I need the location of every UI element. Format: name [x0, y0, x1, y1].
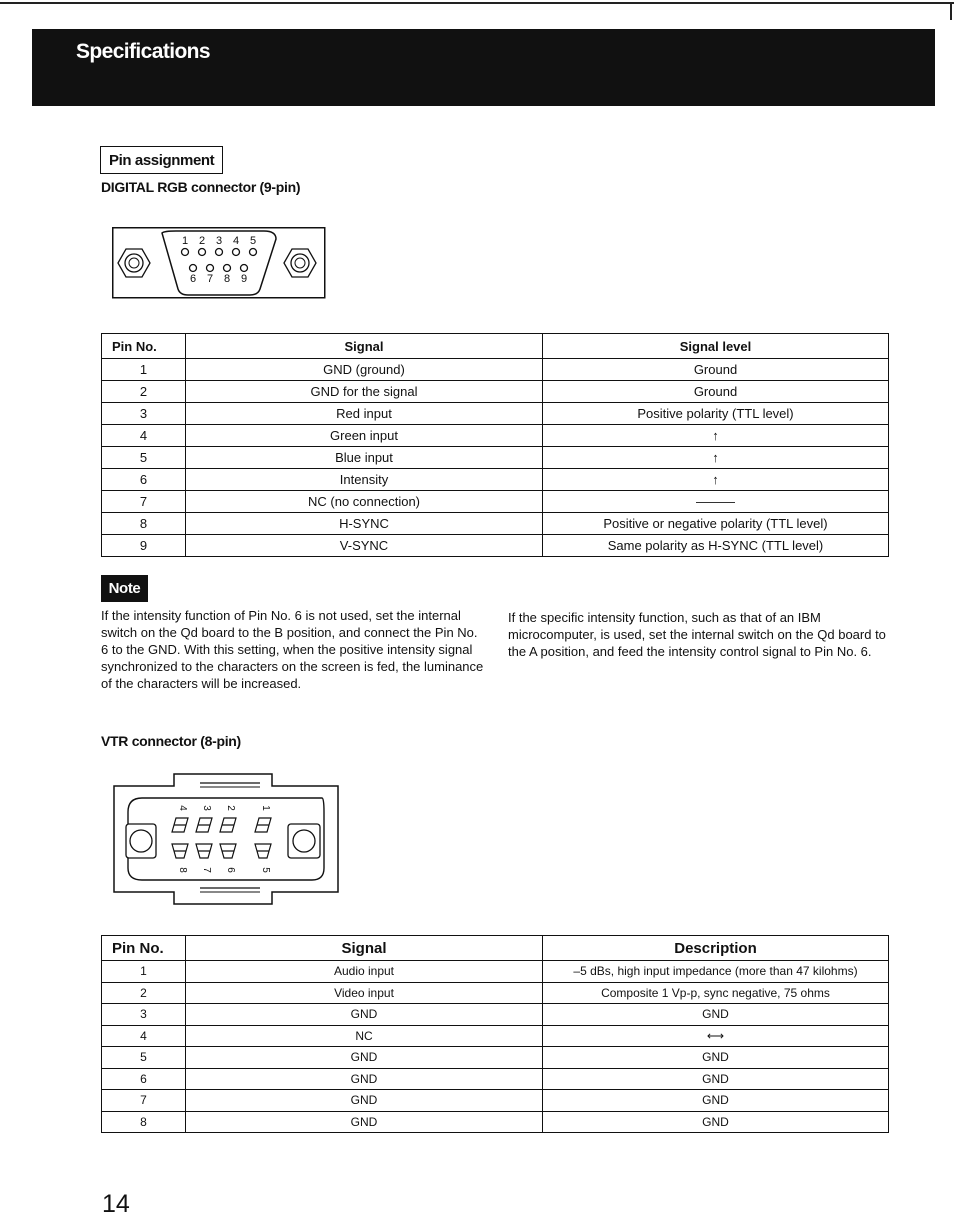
note-text-right: If the specific intensity function, such as that of an IBM microcomputer, is used, set the internal switch on the Qd board to the A position, and feed the intensity control signal to Pin No. 6. [508, 610, 886, 659]
pin-socket [241, 265, 248, 272]
left-mount-icon [126, 824, 156, 858]
col-pin-no: Pin No. [102, 936, 186, 961]
digital-rgb-heading: DIGITAL RGB connector (9-pin) [101, 179, 301, 195]
table-header-row [102, 334, 889, 359]
cell-detail: ——— [543, 491, 889, 513]
table-row [102, 961, 889, 983]
cell-signal: NC [186, 1025, 543, 1047]
cell-pin-no: 2 [102, 381, 186, 403]
table-row [102, 469, 889, 491]
table-row [102, 1025, 889, 1047]
note-badge: Note [101, 575, 148, 602]
pin-assignment-label: Pin assignment [100, 146, 223, 174]
cell-detail: GND [543, 1068, 889, 1090]
page-number: 14 [102, 1190, 130, 1218]
table-row [102, 1090, 889, 1112]
table-row [102, 982, 889, 1004]
pin-number-label: 5 [260, 867, 271, 873]
top-rule [0, 2, 954, 4]
cell-pin-no: 4 [102, 1025, 186, 1047]
cell-detail: Composite 1 Vp-p, sync negative, 75 ohms [543, 982, 889, 1004]
cell-pin-no: 2 [102, 982, 186, 1004]
pin-contact [196, 844, 212, 858]
cell-detail: ↑ [543, 469, 889, 491]
pin-number-label: 4 [232, 235, 240, 247]
cell-pin-no: 7 [102, 1090, 186, 1112]
right-mount-icon [288, 824, 320, 858]
pin-socket [207, 265, 214, 272]
cell-pin-no: 1 [102, 961, 186, 983]
table-header-row [102, 936, 889, 961]
pin-contact [220, 844, 236, 858]
pin-socket [250, 249, 257, 256]
cell-pin-no: 5 [102, 1047, 186, 1069]
cell-detail: Ground [543, 359, 889, 381]
vtr-pin-table [101, 935, 889, 1133]
pin-number-label: 7 [206, 273, 214, 285]
cell-detail: GND [543, 1090, 889, 1112]
table-row [102, 1068, 889, 1090]
table-row [102, 513, 889, 535]
cell-signal: GND [186, 1111, 543, 1133]
cell-detail: GND [543, 1111, 889, 1133]
cell-signal: GND [186, 1090, 543, 1112]
left-screw-icon [118, 249, 150, 277]
cell-detail: ↑ [543, 425, 889, 447]
cell-signal: V-SYNC [186, 535, 543, 557]
cell-signal: Intensity [186, 469, 543, 491]
cell-detail: GND [543, 1004, 889, 1026]
cell-pin-no: 5 [102, 447, 186, 469]
cell-signal: H-SYNC [186, 513, 543, 535]
cell-signal: GND [186, 1068, 543, 1090]
table-row [102, 381, 889, 403]
pin-number-label: 1 [181, 235, 189, 247]
col-description: Description [543, 936, 889, 961]
pin-number-label: 7 [201, 867, 212, 873]
table-row [102, 535, 889, 557]
pin-socket [199, 249, 206, 256]
pin-contact [172, 818, 188, 832]
pin-socket [224, 265, 231, 272]
table-row [102, 1111, 889, 1133]
vtr-heading: VTR connector (8-pin) [101, 733, 241, 749]
pin-number-label: 3 [215, 235, 223, 247]
table-row [102, 425, 889, 447]
cell-signal: Video input [186, 982, 543, 1004]
pin-number-label: 3 [201, 805, 212, 811]
pin-contact [255, 844, 271, 858]
table-row [102, 491, 889, 513]
cell-pin-no: 1 [102, 359, 186, 381]
table-row [102, 403, 889, 425]
cell-pin-no: 8 [102, 513, 186, 535]
cell-pin-no: 3 [102, 403, 186, 425]
cell-signal: Red input [186, 403, 543, 425]
cell-pin-no: 6 [102, 1068, 186, 1090]
cell-detail: Same polarity as H-SYNC (TTL level) [543, 535, 889, 557]
table-row [102, 359, 889, 381]
pin-number-label: 1 [260, 805, 271, 811]
note-text-left: If the intensity function of Pin No. 6 is not used, set the internal switch on the Qd board to the B position, and connect the Pin No. 6 to the GND. With this setting, when the positive intensity signal synchronized to the characters on the screen is fed, the luminance of the characters will be increased. [101, 608, 484, 691]
cell-detail: ↑ [543, 447, 889, 469]
pin-number-label: 8 [223, 273, 231, 285]
pin-socket [216, 249, 223, 256]
pin-contact [220, 818, 236, 832]
pin-socket [182, 249, 189, 256]
cell-pin-no: 7 [102, 491, 186, 513]
pin-contact [196, 818, 212, 832]
table-row [102, 1047, 889, 1069]
cell-detail: Positive polarity (TTL level) [543, 403, 889, 425]
cell-signal: GND [186, 1047, 543, 1069]
cell-detail: ⟷ [543, 1025, 889, 1047]
col-pin-no: Pin No. [102, 334, 186, 359]
pin-number-label: 2 [198, 235, 206, 247]
cell-detail: Ground [543, 381, 889, 403]
cell-detail: Positive or negative polarity (TTL level) [543, 513, 889, 535]
col-signal: Signal [186, 334, 543, 359]
cell-pin-no: 8 [102, 1111, 186, 1133]
cell-signal: NC (no connection) [186, 491, 543, 513]
top-rule-tick [950, 2, 952, 20]
cell-signal: GND [186, 1004, 543, 1026]
page-title: Specifications [76, 40, 210, 63]
cell-detail: –5 dBs, high input impedance (more than 47 kilohms) [543, 961, 889, 983]
pin-number-label: 4 [177, 805, 188, 811]
col-signal: Signal [186, 936, 543, 961]
cell-pin-no: 6 [102, 469, 186, 491]
pin-number-label: 8 [177, 867, 188, 873]
cell-pin-no: 4 [102, 425, 186, 447]
pin-number-label: 5 [249, 235, 257, 247]
right-screw-icon [284, 249, 316, 277]
pin-socket [190, 265, 197, 272]
pin-number-label: 6 [189, 273, 197, 285]
cell-pin-no: 3 [102, 1004, 186, 1026]
table-row [102, 447, 889, 469]
pin-contact [172, 844, 188, 858]
pin-contact [255, 818, 271, 832]
vtr-connector-diagram [112, 772, 340, 906]
cell-signal: GND for the signal [186, 381, 543, 403]
cell-signal: Green input [186, 425, 543, 447]
pin-socket [233, 249, 240, 256]
pin-number-label: 2 [225, 805, 236, 811]
table-row [102, 1004, 889, 1026]
cell-signal: Audio input [186, 961, 543, 983]
cell-signal: Blue input [186, 447, 543, 469]
col-signal-level: Signal level [543, 334, 889, 359]
digital-rgb-pin-table [101, 333, 889, 557]
cell-pin-no: 9 [102, 535, 186, 557]
pin-number-label: 6 [225, 867, 236, 873]
cell-signal: GND (ground) [186, 359, 543, 381]
pin-number-label: 9 [240, 273, 248, 285]
digital-rgb-connector-diagram [112, 227, 326, 299]
cell-detail: GND [543, 1047, 889, 1069]
